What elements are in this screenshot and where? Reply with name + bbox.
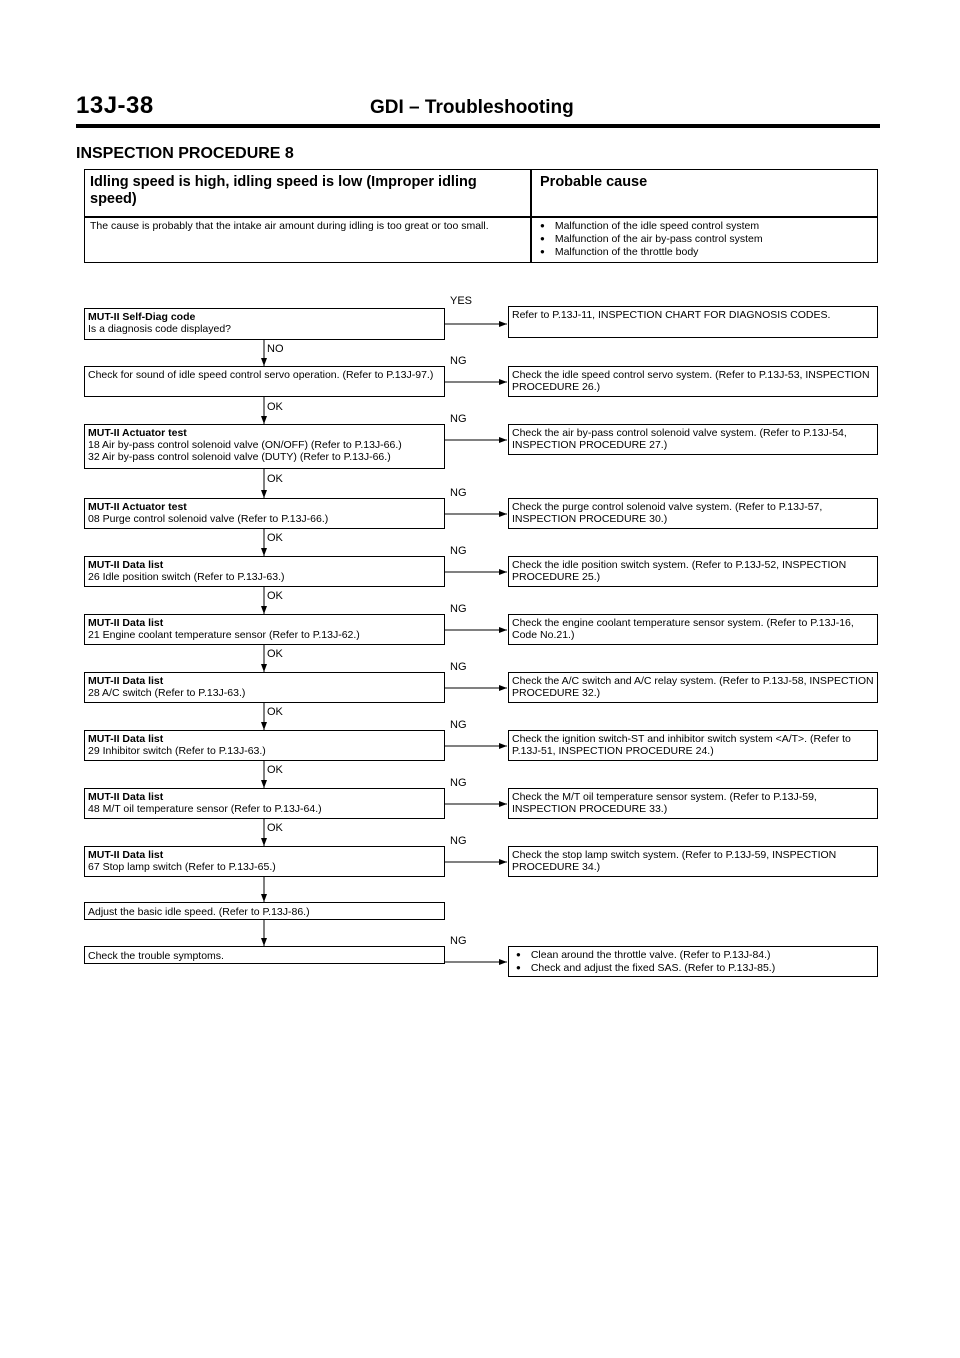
result-text: Check the A/C switch and A/C relay system. (Refer to P.13J-58, INSPECTION PROCEDURE 32.) xyxy=(512,675,874,699)
page-number: 13J-38 xyxy=(76,92,154,119)
step-heading: MUT-II Actuator test xyxy=(88,427,187,439)
ng-label: NG xyxy=(450,413,467,425)
result-box-8 xyxy=(508,788,878,819)
step-heading: MUT-II Self-Diag code xyxy=(88,311,196,323)
yes-label: YES xyxy=(450,295,473,307)
result-text: Clean around the throttle valve. (Refer to P.13J-84.) xyxy=(530,949,771,961)
result-text: Check the ignition switch-ST and inhibitor switch system <A/T>. (Refer to P.13J-51, INSPECTION PROCEDURE 24.) xyxy=(512,733,851,757)
result-text: Check the purge control solenoid valve system. (Refer to P.13J-57, INSPECTION PROCEDURE 30.) xyxy=(512,501,823,525)
ng-label: NG xyxy=(450,935,467,947)
ng-label: NG xyxy=(450,487,467,499)
ok-label: OK xyxy=(267,473,283,485)
flow-step-8 xyxy=(84,788,445,819)
bullet-icon: ● xyxy=(516,950,521,959)
result-box-5 xyxy=(508,614,878,645)
step-text: Is a diagnosis code displayed? xyxy=(88,323,232,335)
bullet-icon: ● xyxy=(516,963,521,972)
ng-label: NG xyxy=(450,545,467,557)
result-text: Check the idle position switch system. (Refer to P.13J-52, INSPECTION PROCEDURE 25.) xyxy=(512,559,847,583)
ng-label: NG xyxy=(450,355,467,367)
step-heading: MUT-II Data list xyxy=(88,733,164,745)
check-symptoms-step xyxy=(84,946,445,964)
step-heading: MUT-II Data list xyxy=(88,791,164,803)
flow-step-4 xyxy=(84,556,445,587)
step-heading: MUT-II Data list xyxy=(88,675,164,687)
ng-label: NG xyxy=(450,603,467,615)
ok-label: OK xyxy=(267,532,283,544)
result-text: Check and adjust the fixed SAS. (Refer to P.13J-85.) xyxy=(530,962,776,974)
step-heading: MUT-II Data list xyxy=(88,617,164,629)
step-text: 26 Idle position switch (Refer to P.13J-63.) xyxy=(88,571,285,583)
result-text: Refer to P.13J-11, INSPECTION CHART FOR DIAGNOSIS CODES. xyxy=(512,309,831,321)
ok-label: OK xyxy=(267,590,283,602)
step-text: 67 Stop lamp switch (Refer to P.13J-65.) xyxy=(88,861,276,873)
flow-step-9 xyxy=(84,846,445,877)
result-text: Check the M/T oil temperature sensor system. (Refer to P.13J-59, INSPECTION PROCEDURE 33.) xyxy=(512,791,817,815)
step-text: 29 Inhibitor switch (Refer to P.13J-63.) xyxy=(88,745,266,757)
result-box-1 xyxy=(508,366,878,397)
probable-cause-title: Probable cause xyxy=(540,174,648,190)
result-box-3 xyxy=(508,498,878,529)
result-box-9 xyxy=(508,846,878,877)
final-result-box xyxy=(508,946,878,977)
cause-item: ● Malfunction of the idle speed control system xyxy=(540,220,763,233)
result-text: Check the air by-pass control solenoid valve system. (Refer to P.13J-54, INSPECTION PROCEDURE 27.) xyxy=(512,427,847,451)
page-title: GDI – Troubleshooting xyxy=(370,97,574,118)
result-text: Check the stop lamp switch system. (Refer to P.13J-59, INSPECTION PROCEDURE 34.) xyxy=(512,849,837,873)
flow-step-2 xyxy=(84,424,445,469)
final-result-item xyxy=(512,962,874,975)
symptom-description: The cause is probably that the intake air amount during idling is too great or too small. xyxy=(90,220,489,232)
flow-step-7 xyxy=(84,730,445,761)
flow-step-self-diag xyxy=(84,308,445,340)
step-text: Check the trouble symptoms. xyxy=(88,950,224,962)
cause-item: ● Malfunction of the air by-pass control system xyxy=(540,233,763,246)
result-box-7 xyxy=(508,730,878,761)
step-text: Adjust the basic idle speed. (Refer to P.13J-86.) xyxy=(88,906,310,918)
ng-label: NG xyxy=(450,719,467,731)
ok-label: OK xyxy=(267,822,283,834)
ng-label: NG xyxy=(450,777,467,789)
flow-step-6 xyxy=(84,672,445,703)
flow-step-5 xyxy=(84,614,445,645)
step-text: 08 Purge control solenoid valve (Refer to P.13J-66.) xyxy=(88,513,329,525)
procedure-title: INSPECTION PROCEDURE 8 xyxy=(76,145,294,162)
step-text: 28 A/C switch (Refer to P.13J-63.) xyxy=(88,687,246,699)
ok-label: OK xyxy=(267,706,283,718)
adjust-idle-step xyxy=(84,902,445,920)
step-text: 18 Air by-pass control solenoid valve (ON/OFF) (Refer to P.13J-66.) 32 Air by-pass control solenoid valve (DUTY) (Refer to P.13J-66.) xyxy=(88,439,402,463)
ok-label: OK xyxy=(267,648,283,660)
result-text: Check the engine coolant temperature sensor system. (Refer to P.13J-16, Code No.21.) xyxy=(512,617,854,641)
flow-step-3 xyxy=(84,498,445,529)
symptom-title: Idling speed is high, idling speed is low (Improper idling speed) xyxy=(90,174,477,207)
ok-label: OK xyxy=(267,764,283,776)
step-text: Check for sound of idle speed control servo operation. (Refer to P.13J-97.) xyxy=(88,369,434,381)
final-result-item xyxy=(512,949,874,962)
ok-label: OK xyxy=(267,401,283,413)
result-box-2 xyxy=(508,424,878,455)
step-heading: MUT-II Data list xyxy=(88,849,164,861)
flow-step-1 xyxy=(84,366,445,397)
result-box-6 xyxy=(508,672,878,703)
result-text: Check the idle speed control servo system. (Refer to P.13J-53, INSPECTION PROCEDURE 26.) xyxy=(512,369,870,393)
ng-label: NG xyxy=(450,835,467,847)
step-heading: MUT-II Actuator test xyxy=(88,501,187,513)
step-heading: MUT-II Data list xyxy=(88,559,164,571)
result-box-0 xyxy=(508,306,878,338)
cause-item: ● Malfunction of the throttle body xyxy=(540,246,763,259)
no-label: NO xyxy=(267,343,284,355)
ng-label: NG xyxy=(450,661,467,673)
step-text: 48 M/T oil temperature sensor (Refer to P.13J-64.) xyxy=(88,803,322,815)
step-text: 21 Engine coolant temperature sensor (Refer to P.13J-62.) xyxy=(88,629,360,641)
result-box-4 xyxy=(508,556,878,587)
